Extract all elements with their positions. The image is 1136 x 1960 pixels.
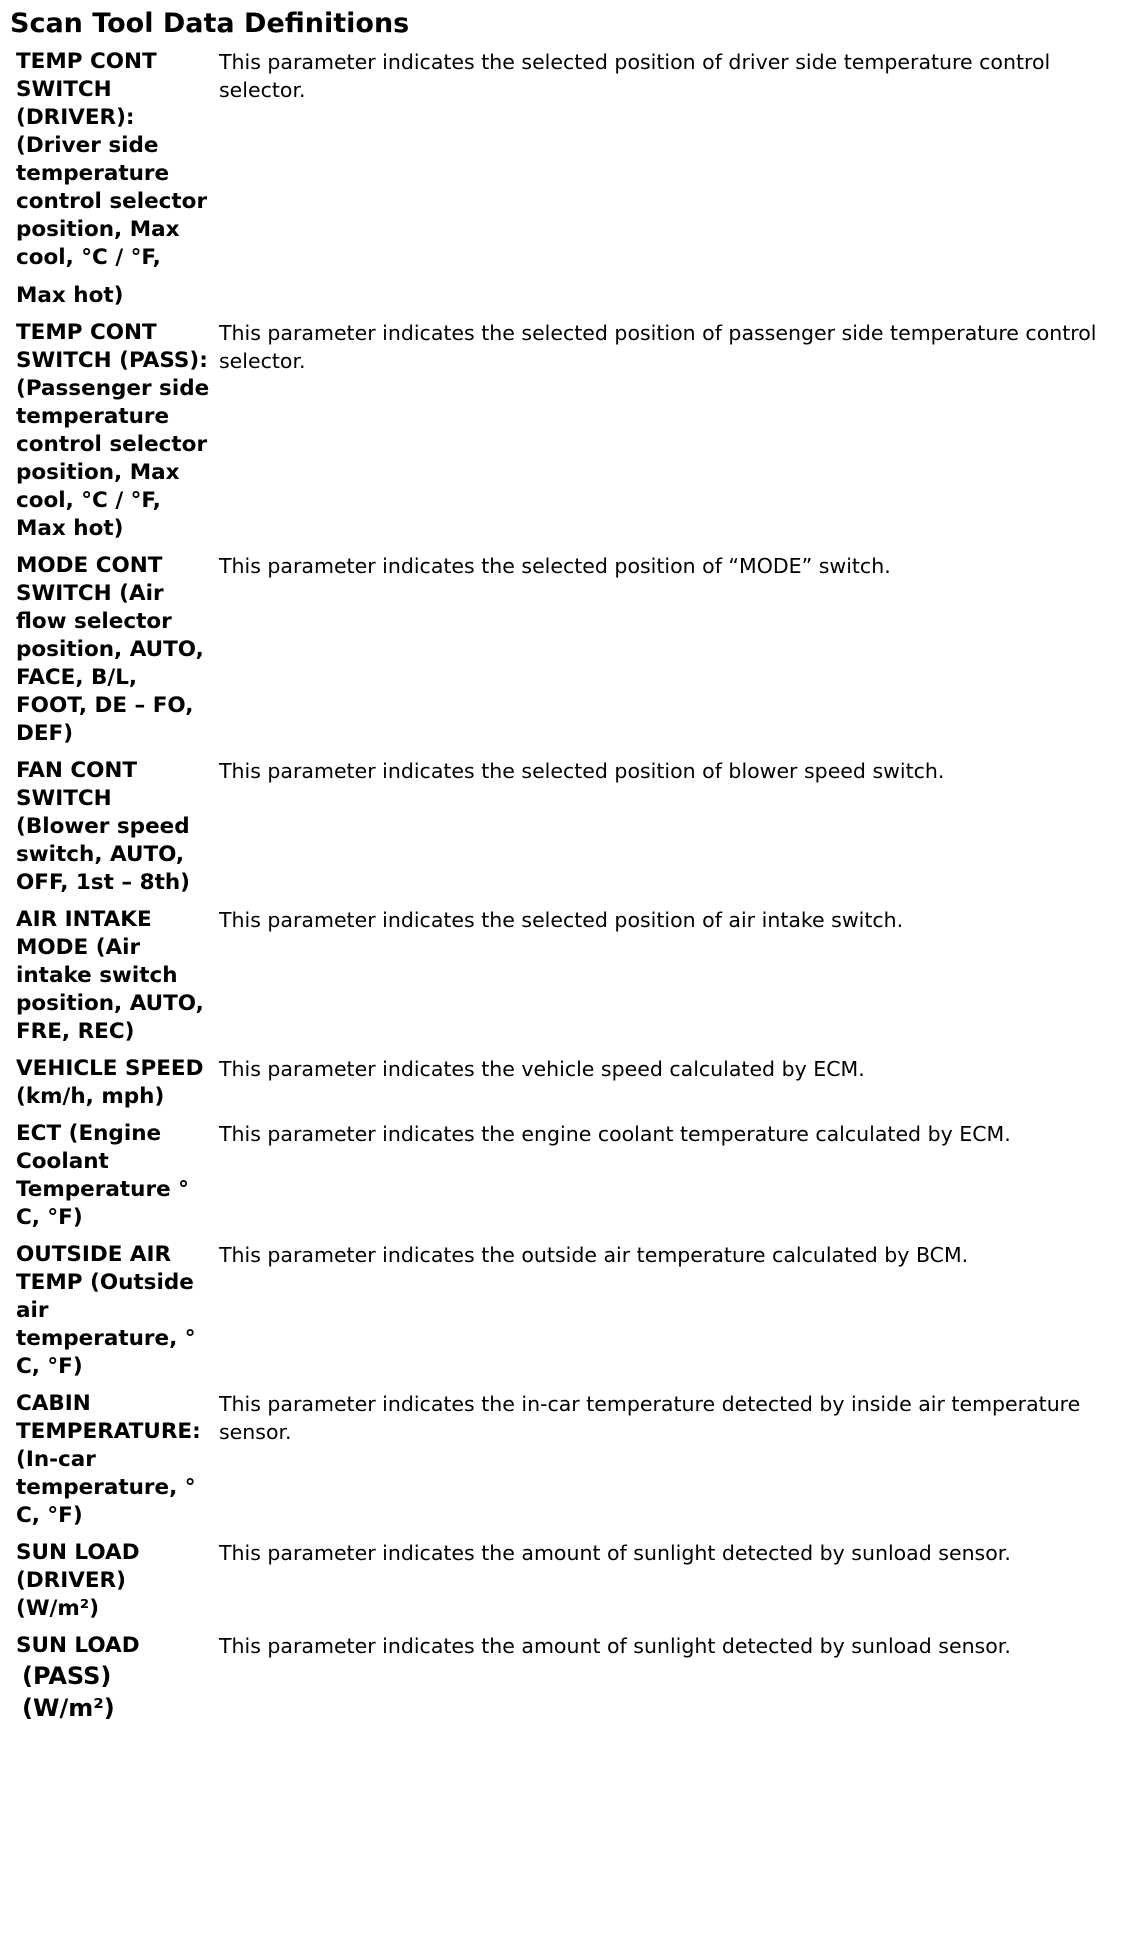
definition-description: This parameter indicates the amount of sunlight detected by sunload sensor. [219, 1541, 1011, 1565]
definition-row-temp-cont-switch-pass [6, 319, 1130, 543]
definition-description: This parameter indicates the in-car temperature detected by inside air temperature sensor. [219, 1392, 1081, 1444]
definition-term: FAN CONT SWITCH (Blower speed switch, AUTO, OFF, 1st – 8th) [16, 758, 190, 895]
definition-description: This parameter indicates the amount of sunlight detected by sunload sensor. [219, 1634, 1011, 1658]
definition-row-air-intake-mode [6, 906, 1130, 1046]
definition-term: SUN LOAD (DRIVER) (W/m²) [16, 1540, 140, 1621]
definitions-list [6, 48, 1130, 1724]
definition-term: AIR INTAKE MODE (Air intake switch position, AUTO, FRE, REC) [16, 907, 204, 1044]
definition-row-cabin-temperature [6, 1390, 1130, 1530]
definition-term: TEMP CONT SWITCH (PASS): (Passenger side temperature control selector position, Max cool, °C / °F, Max hot) [16, 320, 210, 541]
definition-row-fan-cont-switch [6, 757, 1130, 897]
definition-description: This parameter indicates the vehicle speed calculated by ECM. [219, 1057, 865, 1081]
term-text-continued: (PASS) (W/m²) [22, 1662, 115, 1722]
definition-description: This parameter indicates the selected position of passenger side temperature control selector. [219, 321, 1097, 373]
definition-term: CABIN TEMPERATURE: (In-car temperature, ° C, °F) [16, 1391, 201, 1528]
definition-description: This parameter indicates the outside air temperature calculated by BCM. [219, 1243, 969, 1267]
definition-description: This parameter indicates the selected position of air intake switch. [219, 908, 904, 932]
definition-term: VEHICLE SPEED (km/h, mph) [16, 1056, 204, 1109]
definition-description: This parameter indicates the engine coolant temperature calculated by ECM. [219, 1122, 1011, 1146]
definition-row-temp-cont-switch-driver [6, 48, 1130, 310]
page-title: Scan Tool Data Definitions [10, 8, 410, 39]
definition-row-mode-cont-switch [6, 552, 1130, 748]
definition-row-outside-air-temp [6, 1241, 1130, 1381]
definition-description: This parameter indicates the selected position of driver side temperature control selector. [219, 50, 1051, 102]
definition-term [6, 1632, 211, 1724]
term-text: TEMP CONT SWITCH (DRIVER): (Driver side temperature control selector position, Max cool, °C / °F, [16, 49, 208, 270]
term-text: SUN LOAD [16, 1633, 140, 1658]
definition-term [6, 48, 211, 310]
definition-row-vehicle-speed [6, 1055, 1130, 1111]
definition-description: This parameter indicates the selected position of blower speed switch. [219, 759, 945, 783]
definition-term: OUTSIDE AIR TEMP (Outside air temperature, ° C, °F) [16, 1242, 196, 1379]
definition-row-sun-load-driver [6, 1539, 1130, 1623]
definition-row-sun-load-pass [6, 1632, 1130, 1724]
definition-row-ect [6, 1120, 1130, 1232]
term-text-continued: Max hot) [16, 283, 124, 308]
definition-description: This parameter indicates the selected position of “MODE” switch. [219, 554, 891, 578]
definition-term: ECT (Engine Coolant Temperature ° C, °F) [16, 1121, 189, 1230]
definition-term: MODE CONT SWITCH (Air flow selector position, AUTO, FACE, B/L, FOOT, DE – FO, DEF) [16, 553, 204, 746]
